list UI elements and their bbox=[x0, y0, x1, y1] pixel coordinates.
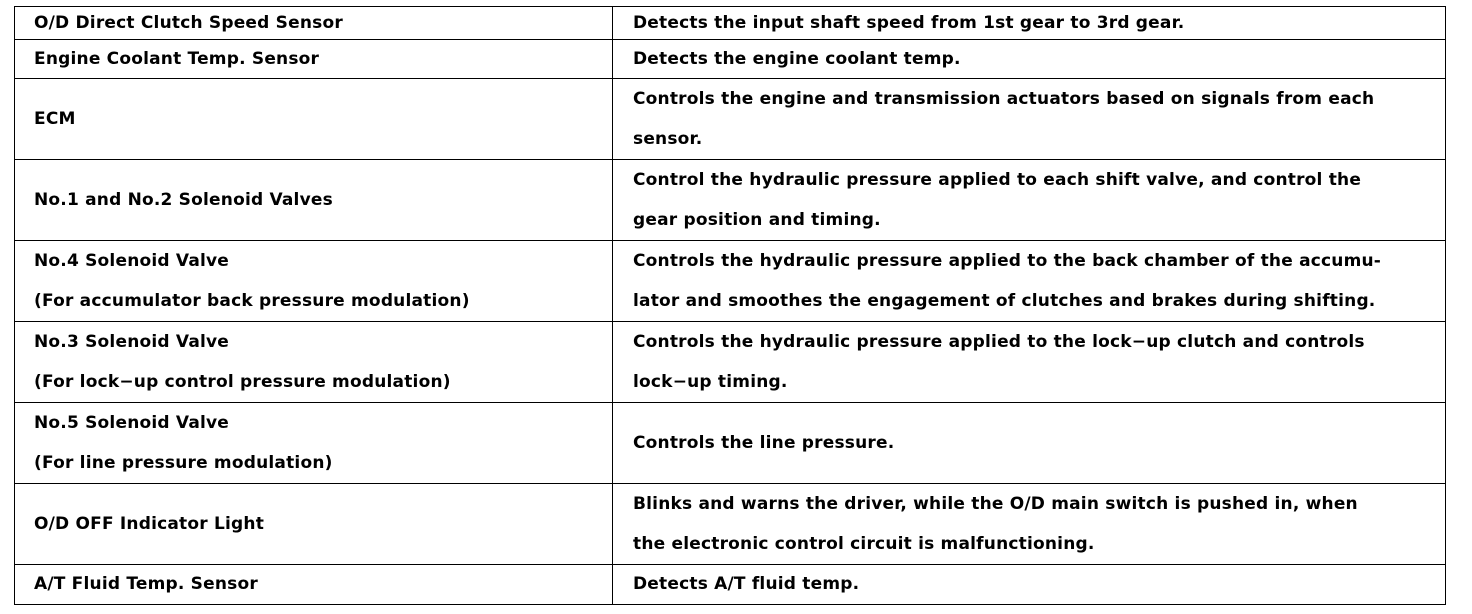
function-cell bbox=[613, 322, 1446, 403]
function-text: Controls the hydraulic pressure applied to the back chamber of the accumu- bbox=[633, 251, 1382, 271]
component-sublabel: (For line pressure modulation) bbox=[34, 453, 333, 473]
component-label: No.4 Solenoid Valve bbox=[34, 251, 230, 271]
component-label: No.1 and No.2 Solenoid Valves bbox=[34, 190, 333, 210]
function-text: Control the hydraulic pressure applied to each shift valve, and control the bbox=[633, 170, 1362, 190]
component-label: O/D Direct Clutch Speed Sensor bbox=[34, 13, 343, 33]
component-label: A/T Fluid Temp. Sensor bbox=[34, 574, 258, 594]
function-text: sensor. bbox=[633, 129, 703, 149]
function-text: Detects the input shaft speed from 1st gear to 3rd gear. bbox=[633, 13, 1185, 33]
component-sublabel: (For accumulator back pressure modulation) bbox=[34, 291, 470, 311]
table-row bbox=[15, 241, 1446, 322]
component-cell bbox=[15, 565, 613, 605]
function-cell bbox=[613, 241, 1446, 322]
table-row bbox=[15, 79, 1446, 160]
function-cell bbox=[613, 7, 1446, 40]
function-cell bbox=[613, 403, 1446, 484]
component-cell bbox=[15, 40, 613, 79]
component-cell bbox=[15, 241, 613, 322]
component-label: No.3 Solenoid Valve bbox=[34, 332, 230, 352]
component-function-table bbox=[14, 6, 1446, 605]
function-text: Detects the engine coolant temp. bbox=[633, 49, 961, 69]
function-text: Controls the engine and transmission actuators based on signals from each bbox=[633, 89, 1375, 109]
table-body bbox=[15, 7, 1446, 605]
table-row bbox=[15, 403, 1446, 484]
component-label: ECM bbox=[34, 109, 76, 129]
table-row bbox=[15, 322, 1446, 403]
function-text: gear position and timing. bbox=[633, 210, 881, 230]
table-row bbox=[15, 565, 1446, 605]
function-text: lator and smoothes the engagement of clutches and brakes during shifting. bbox=[633, 291, 1376, 311]
table-row bbox=[15, 7, 1446, 40]
function-text: Detects A/T fluid temp. bbox=[633, 574, 860, 594]
function-text: Blinks and warns the driver, while the O/D main switch is pushed in, when bbox=[633, 494, 1358, 514]
component-label: O/D OFF Indicator Light bbox=[34, 514, 265, 534]
component-cell bbox=[15, 403, 613, 484]
function-text: lock−up timing. bbox=[633, 372, 788, 392]
component-cell bbox=[15, 79, 613, 160]
function-cell bbox=[613, 40, 1446, 79]
table-row bbox=[15, 40, 1446, 79]
component-cell bbox=[15, 160, 613, 241]
function-text: Controls the hydraulic pressure applied to the lock−up clutch and controls bbox=[633, 332, 1365, 352]
component-label: No.5 Solenoid Valve bbox=[34, 413, 230, 433]
function-cell bbox=[613, 160, 1446, 241]
component-sublabel: (For lock−up control pressure modulation) bbox=[34, 372, 451, 392]
function-text: the electronic control circuit is malfunctioning. bbox=[633, 534, 1095, 554]
table-row bbox=[15, 484, 1446, 565]
function-cell bbox=[613, 484, 1446, 565]
component-label: Engine Coolant Temp. Sensor bbox=[34, 49, 320, 69]
component-cell bbox=[15, 484, 613, 565]
function-text: Controls the line pressure. bbox=[633, 433, 895, 453]
function-cell bbox=[613, 79, 1446, 160]
component-cell bbox=[15, 7, 613, 40]
table-row bbox=[15, 160, 1446, 241]
function-cell bbox=[613, 565, 1446, 605]
component-cell bbox=[15, 322, 613, 403]
